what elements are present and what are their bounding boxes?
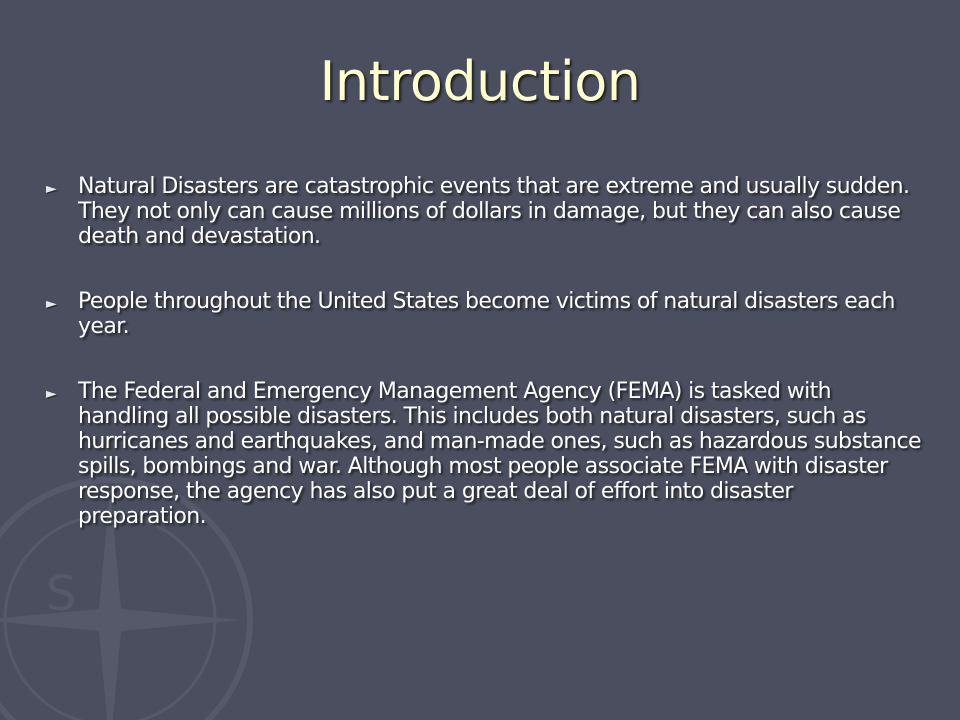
bullet-list [46, 174, 926, 569]
svg-text:S: S [46, 566, 77, 622]
bullet-item [46, 289, 926, 339]
bullet-arrow-icon: ► [46, 296, 57, 312]
bullet-text: People throughout the United States become victims of natural disasters each year. [78, 289, 895, 339]
bullet-arrow-icon: ► [46, 386, 57, 402]
bullet-text: Natural Disasters are catastrophic events that are extreme and usually sudden. They not only can cause millions of dollars in damage, but they can also cause death and devastation. [78, 174, 910, 249]
bullet-arrow-icon: ► [46, 181, 57, 197]
bullet-item [46, 379, 926, 529]
bullet-item [46, 174, 926, 249]
slide-title: Introduction [319, 50, 641, 113]
bullet-text: The Federal and Emergency Management Agency (FEMA) is tasked with handling all possible disasters. This includes both natural disasters, such as hurricanes and earthquakes, and man-made ones, such as hazardous substance spills, bombings and war. Although most people associate FEMA with disaster response, the agency has also put a great deal of effort into disaster preparation. [78, 379, 921, 529]
